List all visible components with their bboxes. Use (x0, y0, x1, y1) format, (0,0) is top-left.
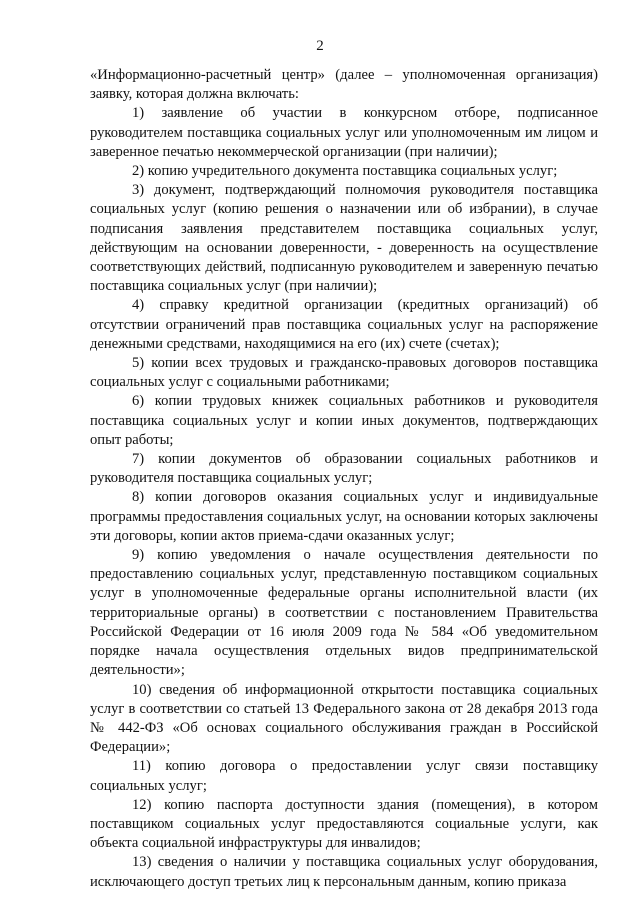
list-item-10: 10) сведения об информационной открытости поставщика социальных услуг в соответствии со статьей 13 Федерального закона от 28 декабря 2013 года № 442-ФЗ «Об основах социального обслуживания граждан в Российской Федерации»; (90, 681, 598, 756)
list-item-4: 4) справку кредитной организации (кредитных организаций) об отсутствии ограничений прав поставщика социальных услуг на распоряжение денежными средствами, находящимися на его (их) счете (счетах); (90, 297, 598, 352)
list-item-5: 5) копии всех трудовых и гражданско-правовых договоров поставщика социальных услуг с социальными работниками; (90, 355, 598, 391)
list-item-11: 11) копию договора о предоставлении услуг связи поставщику социальных услуг; (90, 758, 598, 794)
list-item-13: 13) сведения о наличии у поставщика социальных услуг оборудования, исключающего доступ третьих лиц к персональным данным, копию приказа (90, 854, 598, 890)
intro-paragraph: «Информационно-расчетный центр» (далее – уполномоченная организация) заявку, которая должна включать: (90, 67, 598, 103)
list-item-1: 1) заявление об участии в конкурсном отборе, подписанное руководителем поставщика социальных услуг или уполномоченным им лицом и заверенное печатью некоммерческой организации (при наличии); (90, 105, 598, 160)
list-item-3: 3) документ, подтверждающий полномочия руководителя поставщика социальных услуг (копию решения о назначении или об избрании), в случае подписания заявления представителем поставщика социальных услуг, действующим на основании доверенности, - доверенность на осуществление соответствующих действий, подписанную руководителем и заверенную печатью поставщика социальных услуг (при наличии); (90, 182, 598, 295)
page-number: 2 (316, 38, 324, 54)
list-item-2: 2) копию учредительного документа поставщика социальных услуг; (132, 163, 558, 180)
list-item-7: 7) копии документов об образовании социальных работников и руководителя поставщика социальных услуг; (90, 451, 598, 487)
list-item-12: 12) копию паспорта доступности здания (помещения), в котором поставщиком социальных услуг предоставляются социальные услуги, как объекта социальной инфраструктуры для инвалидов; (90, 796, 598, 852)
list-item-9: 9) копию уведомления о начале осуществления деятельности по предоставлению социальных услуг, представленную поставщиком социальных услуг в уполномоченные федеральные органы исполнительной власти (их территориальные органы) в соответствии с постановлением Правительства Российской Федерации от 16 июля 2009 года № 584 «Об уведомительном порядке начала осуществления отдельных видов предпринимательской деятельности»; (90, 547, 598, 679)
document-body (90, 66, 598, 892)
list-item-6: 6) копии трудовых книжек социальных работников и руководителя поставщика социальных услуг и копии иных документов, подтверждающих опыт работы; (90, 393, 598, 448)
list-item-8: 8) копии договоров оказания социальных услуг и индивидуальные программы предоставления социальных услуг, на основании которых заключены эти договоры, копии актов приема-сдачи оказанных услуг; (90, 489, 598, 544)
